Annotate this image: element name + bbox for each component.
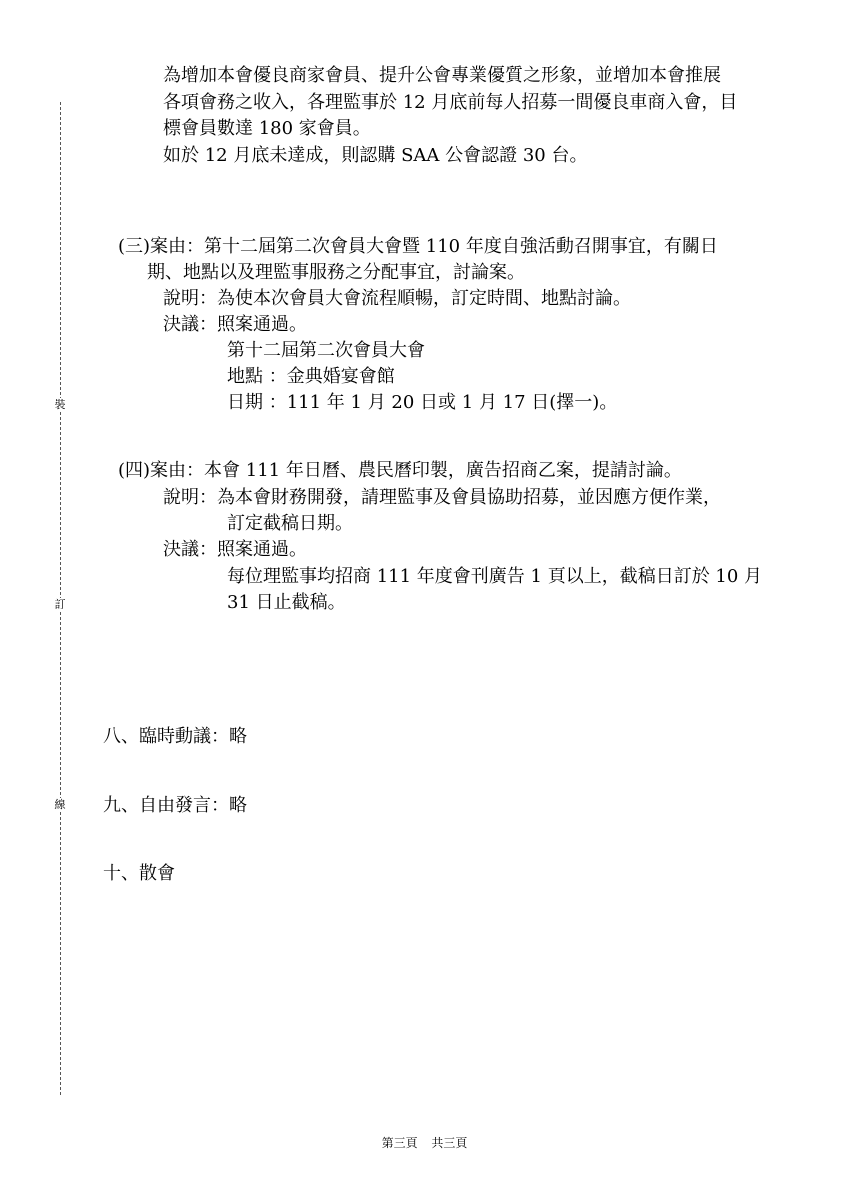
item3-explanation: 說明：為使本次會員大會流程順暢，訂定時間、地點討論。	[163, 288, 631, 309]
section-adjournment: 十、散會	[103, 863, 175, 884]
item3-location: 地點 ：金典婚宴會館	[227, 366, 395, 387]
section-ad-hoc-motions: 八、臨時動議：略	[103, 726, 247, 747]
item3-meeting-name: 第十二屆第二次會員大會	[227, 340, 425, 361]
page-total: 共三頁	[431, 1136, 468, 1150]
item4-resolution-detail: 每位理監事均招商 111 年度會刊廣告 1 頁以上，截稿日訂於 10 月	[227, 566, 763, 587]
item4-explanation: 說明：為本會財務開發，請理監事及會員協助招募，並因應方便作業，	[163, 487, 721, 508]
page-footer	[0, 1134, 849, 1151]
item4-subject: (四)案由：本會 111 年日曆、農民曆印製，廣告招商乙案，提請討論。	[118, 460, 682, 481]
item3-date: 日期 ：111 年 1 月 20 日或 1 月 17 日(擇一)。	[227, 392, 618, 413]
item3-subject: (三)案由：第十二屆第二次會員大會暨 110 年度自強活動召開事宜，有關日	[118, 236, 718, 257]
item3-resolution: 決議：照案通過。	[163, 314, 307, 335]
item4-resolution: 決議：照案通過。	[163, 539, 307, 560]
intro-line-3: 標會員數達 180 家會員。	[163, 118, 371, 139]
binding-mark-xian: 線	[52, 798, 68, 812]
section-open-floor: 九、自由發言：略	[103, 795, 247, 816]
item3-subject-cont: 期、地點以及理監事服務之分配事宜，討論案。	[147, 262, 525, 283]
intro-line-1: 為增加本會優良商家會員、提升公會專業優質之形象，並增加本會推展	[163, 65, 721, 86]
binding-mark-ding: 訂	[52, 598, 68, 612]
intro-line-2: 各項會務之收入，各理監事於 12 月底前每人招募一間優良車商入會，目	[163, 92, 738, 113]
binding-mark-zhuang: 裝	[52, 398, 68, 412]
item4-explanation-cont: 訂定截稿日期。	[227, 513, 353, 534]
item4-resolution-detail-cont: 31 日止截稿。	[227, 592, 346, 613]
page-number: 第三頁	[381, 1136, 418, 1150]
intro-line-4: 如於 12 月底未達成，則認購 SAA 公會認證 30 台。	[163, 145, 588, 166]
